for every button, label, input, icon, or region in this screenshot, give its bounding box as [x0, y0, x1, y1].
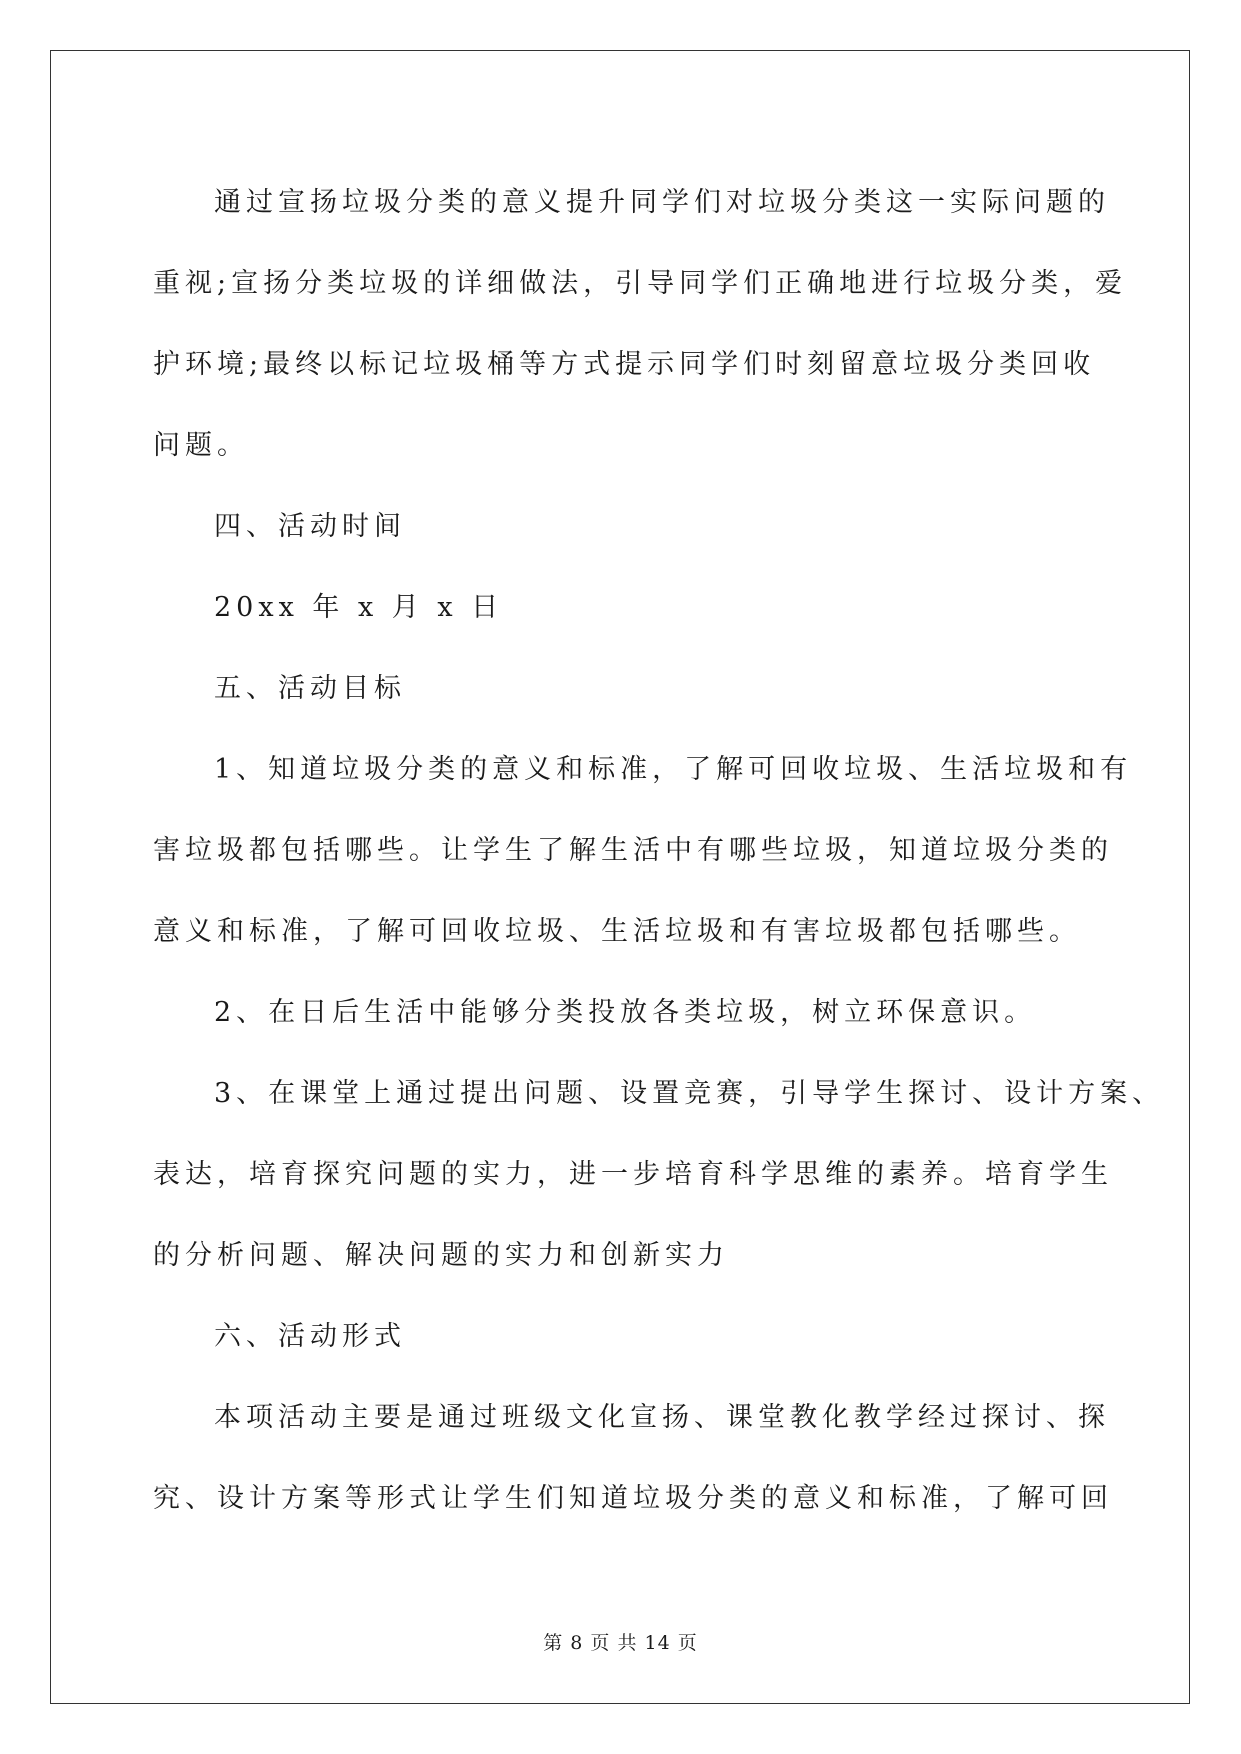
page-number: 第 8 页 共 14 页	[543, 1632, 698, 1654]
section-heading: 四、活动时间	[214, 511, 406, 542]
section-heading: 五、活动目标	[214, 673, 406, 704]
date-line: 20xx 年 x 月 x 日	[214, 592, 504, 623]
text-line: 问题。	[153, 430, 249, 461]
text-line: 本项活动主要是通过班级文化宣扬、课堂教化教学经过探讨、探	[214, 1402, 1110, 1433]
text-line: 表达，培育探究问题的实力，进一步培育科学思维的素养。培育学生	[153, 1159, 1113, 1190]
text-line: 3、在课堂上通过提出问题、设置竞赛，引导学生探讨、设计方案、	[214, 1078, 1165, 1109]
text-line: 通过宣扬垃圾分类的意义提升同学们对垃圾分类这一实际问题的	[214, 187, 1110, 218]
text-line: 重视;宣扬分类垃圾的详细做法，引导同学们正确地进行垃圾分类，爱	[153, 268, 1128, 299]
text-line: 害垃圾都包括哪些。让学生了解生活中有哪些垃圾，知道垃圾分类的	[153, 835, 1113, 866]
text-line: 究、设计方案等形式让学生们知道垃圾分类的意义和标准，了解可回	[153, 1483, 1113, 1514]
text-line: 1、知道垃圾分类的意义和标准，了解可回收垃圾、生活垃圾和有	[214, 754, 1133, 785]
text-line: 意义和标准，了解可回收垃圾、生活垃圾和有害垃圾都包括哪些。	[153, 916, 1081, 947]
text-line: 护环境;最终以标记垃圾桶等方式提示同学们时刻留意垃圾分类回收	[153, 349, 1096, 380]
section-heading: 六、活动形式	[214, 1321, 406, 1352]
text-line: 2、在日后生活中能够分类投放各类垃圾，树立环保意识。	[214, 997, 1037, 1028]
document-body	[153, 162, 1165, 1539]
text-line: 的分析问题、解决问题的实力和创新实力	[153, 1240, 729, 1271]
